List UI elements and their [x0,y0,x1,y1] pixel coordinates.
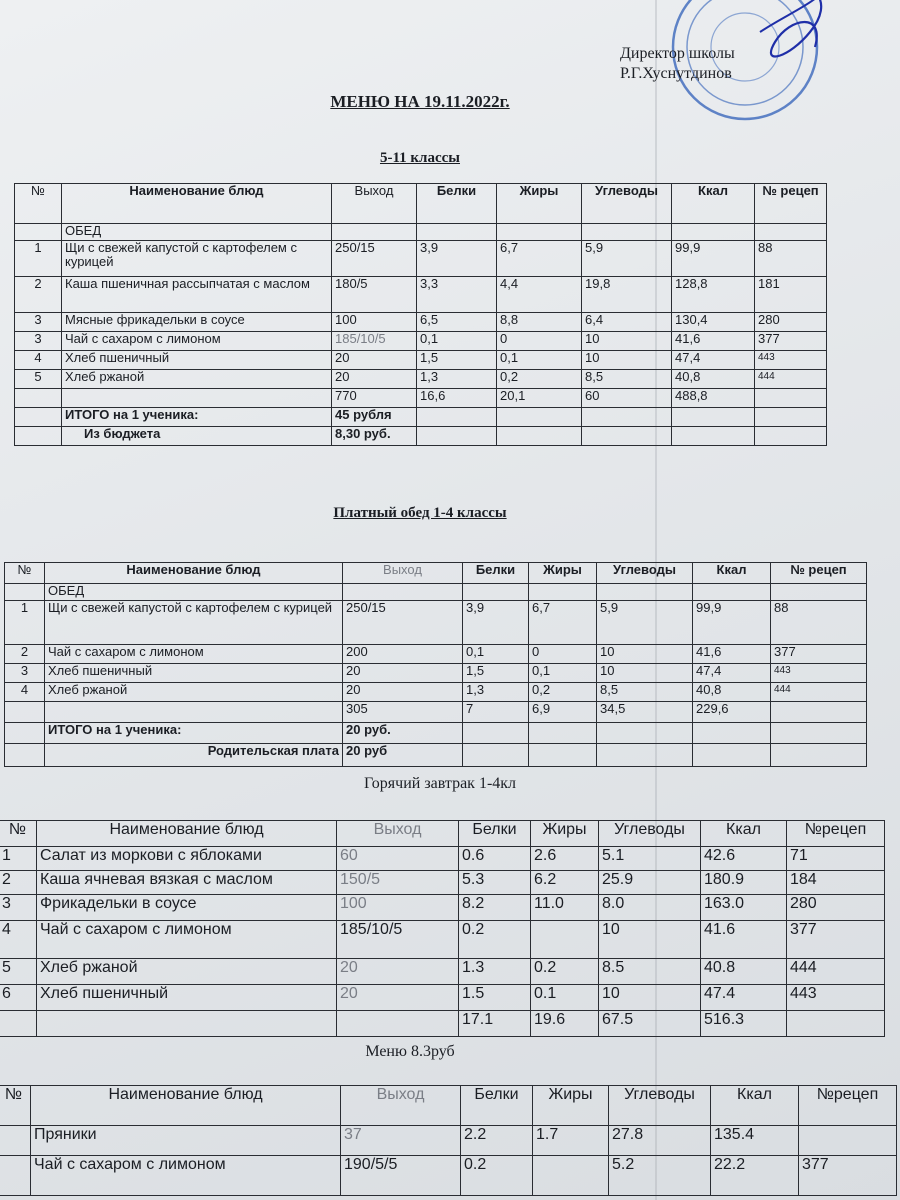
dish-name: Хлеб пшеничный [45,664,343,683]
group-label: ОБЕД [45,584,343,601]
budget-value: 8,30 руб. [332,427,417,446]
group-row [5,584,867,601]
dish-name: Чай с сахаром с лимоном [62,332,332,351]
parent-payment-row [5,744,867,767]
table-row: 1 Щи с свежей капустой с картофелем с курицей 250/15 3,9 6,7 5,9 99,9 88 [15,241,827,277]
dish-name: Хлеб ржаной [62,370,332,389]
table-row: 3 Чай с сахаром с лимоном 185/10/5 0,1 0 10 41,6 377 [15,332,827,351]
dish-name: Хлеб ржаной [45,683,343,702]
total-per-student-row [5,723,867,744]
menu-table-paid-1-4 [4,562,867,767]
director-title: Директор школы [620,45,735,62]
dish-name: Мясные фрикадельки в соусе [62,313,332,332]
director-name: Р.Г.Хуснутдинов [620,65,732,82]
table-row: 1 Салат из моркови с яблоками 60 0.6 2.6 5.1 42.6 71 [0,847,885,871]
group-row [15,224,827,241]
menu-table-breakfast-1-4 [0,820,885,1037]
budget-row [15,427,827,446]
menu-table-5-11 [14,183,827,446]
group-label: ОБЕД [62,224,332,241]
section3-caption: Горячий завтрак 1-4кл [363,775,517,792]
header-cell: Ккал [672,184,755,224]
totals-row: 17.1 19.6 67.5 516.3 [0,1011,885,1037]
dish-name: Щи с свежей капустой с картофелем с курицей [45,601,343,645]
dish-name: Салат из моркови с яблоками [37,847,337,871]
table-header-row: № Наименование блюд Выход Белки Жиры Углеводы Ккал №рецеп [0,1086,897,1126]
dish-name: Каша пшеничная рассыпчатая с маслом [62,277,332,313]
total-per-student-row [15,408,827,427]
header-cell: № рецеп [755,184,827,224]
table-row: 3 Хлеб пшеничный 20 1,5 0,1 10 47,4 443 [5,664,867,683]
table-row: 5 Хлеб ржаной 20 1.3 0.2 8.5 40.8 444 [0,959,885,985]
dish-name: Чай с сахаром с лимоном [31,1156,341,1196]
header-cell: Углеводы [582,184,672,224]
table-row: 4 Хлеб пшеничный 20 1,5 0,1 10 47,4 443 [15,351,827,370]
table-row: 6 Хлеб пшеничный 20 1.5 0.1 10 47.4 443 [0,985,885,1011]
director-block [620,44,735,84]
table-row: 3 Фрикадельки в соусе 100 8.2 11.0 8.0 163.0 280 [0,895,885,921]
totals-row: 305 7 6,9 34,5 229,6 [5,702,867,723]
table-row: 4 Чай с сахаром с лимоном 185/10/5 0.2 10 41.6 377 [0,921,885,959]
table-row: 4 Хлеб ржаной 20 1,3 0,2 8,5 40,8 444 [5,683,867,702]
section1-caption: 5-11 классы [379,150,460,166]
table-row: Чай с сахаром с лимоном 190/5/5 0.2 5.2 22.2 377 [0,1156,897,1196]
table-row: 3 Мясные фрикадельки в соусе 100 6,5 8,8 6,4 130,4 280 [15,313,827,332]
table-row: 1 Щи с свежей капустой с картофелем с курицей 250/15 3,9 6,7 5,9 99,9 88 [5,601,867,645]
header-cell: Белки [417,184,497,224]
parent-payment-label: Родительская плата [45,744,343,767]
page-title: МЕНЮ НА 19.11.2022г. [330,92,510,111]
dish-name: Каша ячневая вязкая с маслом [37,871,337,895]
budget-label: Из бюджета [62,427,332,446]
dish-name: Хлеб пшеничный [37,985,337,1011]
dish-name: Чай с сахаром с лимоном [45,645,343,664]
table-row: 2 Каша пшеничная рассыпчатая с маслом 180/5 3,3 4,4 19,8 128,8 181 [15,277,827,313]
table-row: Пряники 37 2.2 1.7 27.8 135.4 [0,1126,897,1156]
table-row: 5 Хлеб ржаной 20 1,3 0,2 8,5 40,8 444 [15,370,827,389]
dish-name: Хлеб ржаной [37,959,337,985]
table-header-row [15,184,827,224]
dish-name: Щи с свежей капустой с картофелем с курицей [62,241,332,277]
header-cell: Выход [332,184,417,224]
dish-name: Пряники [31,1126,341,1156]
dish-name: Хлеб пшеничный [62,351,332,370]
total-label: ИТОГО на 1 ученика: [45,723,343,744]
header-cell: Наименование блюд [62,184,332,224]
menu-table-8-3 [0,1085,897,1196]
section4-caption: Меню 8.3руб [365,1043,455,1060]
dish-name: Чай с сахаром с лимоном [37,921,337,959]
parent-payment-value: 20 руб [343,744,463,767]
total-value: 20 руб. [343,723,463,744]
total-value: 45 рубля [332,408,417,427]
table-header-row: № Наименование блюд Выход Белки Жиры Углеводы Ккал №рецеп [0,821,885,847]
dish-name: Фрикадельки в соусе [37,895,337,921]
table-row: 2 Каша ячневая вязкая с маслом 150/5 5.3 6.2 25.9 180.9 184 [0,871,885,895]
total-label: ИТОГО на 1 ученика: [62,408,332,427]
table-header-row: № Наименование блюд Выход Белки Жиры Углеводы Ккал № рецеп [5,563,867,584]
header-cell: Жиры [497,184,582,224]
section2-caption: Платный обед 1-4 классы [333,505,507,521]
totals-row: 770 16,6 20,1 60 488,8 [15,389,827,408]
header-cell: № [15,184,62,224]
table-row: 2 Чай с сахаром с лимоном 200 0,1 0 10 41,6 377 [5,645,867,664]
